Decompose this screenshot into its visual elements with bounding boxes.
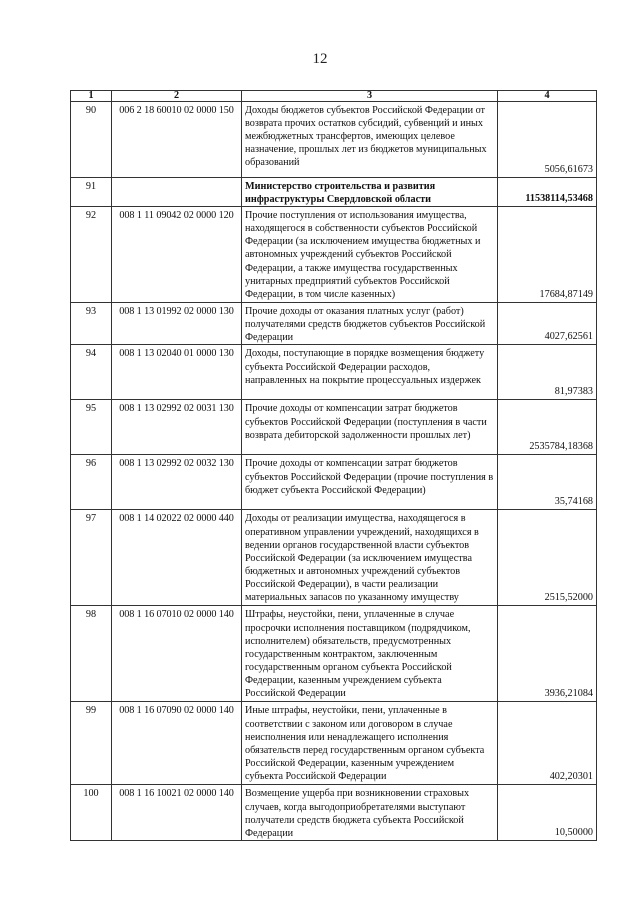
revenue-name: Иные штрафы, неустойки, пени, уплаченные в соответствии с законом или договором в случае неисполнения или ненадлежащего исполнения обязательств перед государственным органом субъекта Российской Федерации, казенным учреждением субъекта Российской Федерации: [242, 702, 498, 785]
row-number: 100: [71, 785, 112, 841]
budget-classification-code: 008 1 14 02022 02 0000 440: [112, 510, 242, 606]
row-number: 91: [71, 178, 112, 207]
budget-classification-code: 008 1 13 01992 02 0000 130: [112, 303, 242, 345]
amount: 2515,52000: [498, 510, 597, 606]
table-row: [71, 207, 597, 303]
amount: 2535784,18368: [498, 400, 597, 455]
column-header-1: 1: [71, 91, 112, 102]
row-number: 97: [71, 510, 112, 606]
budget-classification-code: 008 1 11 09042 02 0000 120: [112, 207, 242, 303]
amount: 402,20301: [498, 702, 597, 785]
revenue-name: Министерство строительства и развития инфраструктуры Свердловской области: [242, 178, 498, 207]
column-header-4: 4: [498, 91, 597, 102]
table-row: [71, 400, 597, 455]
row-number: 96: [71, 455, 112, 510]
revenue-name: Прочие доходы от компенсации затрат бюджетов субъектов Российской Федерации (прочие поступления в бюджет субъекта Российской Федерации): [242, 455, 498, 510]
table-row: [71, 102, 597, 178]
row-number: 93: [71, 303, 112, 345]
row-number: 98: [71, 606, 112, 702]
table-row: [71, 345, 597, 400]
table-row: [71, 455, 597, 510]
amount: 11538114,53468: [498, 178, 597, 207]
revenue-name: Возмещение ущерба при возникновении страховых случаев, когда выгодоприобретателями выступают получатели средств бюджета субъекта Российской Федерации: [242, 785, 498, 841]
table-row: [71, 303, 597, 345]
amount: 10,50000: [498, 785, 597, 841]
budget-revenue-table: [70, 90, 597, 841]
budget-classification-code: 008 1 13 02992 02 0031 130: [112, 400, 242, 455]
table-row: [71, 510, 597, 606]
table-row: [71, 785, 597, 841]
column-header-3: 3: [242, 91, 498, 102]
budget-classification-code: 008 1 13 02992 02 0032 130: [112, 455, 242, 510]
amount: 35,74168: [498, 455, 597, 510]
budget-classification-code: [112, 178, 242, 207]
row-number: 94: [71, 345, 112, 400]
revenue-name: Штрафы, неустойки, пени, уплаченные в случае просрочки исполнения поставщиком (подрядчиком, исполнителем) обязательств, предусмотренных государственным контрактом, заключенным государственным органом субъекта Российской Федерации, казенным учреждением субъекта Российской Федерации: [242, 606, 498, 702]
table-header-row: [71, 91, 597, 102]
revenue-name: Прочие поступления от использования имущества, находящегося в собственности субъектов Российской Федерации (за исключением имущества бюджетных и автономных учреждений субъектов Российской Федерации, а также имущества государственных унитарных предприятий субъектов Российской Федерации, в том числе казенных): [242, 207, 498, 303]
row-number: 90: [71, 102, 112, 178]
budget-classification-code: 008 1 16 10021 02 0000 140: [112, 785, 242, 841]
amount: 4027,62561: [498, 303, 597, 345]
budget-classification-code: 008 1 16 07090 02 0000 140: [112, 702, 242, 785]
revenue-name: Прочие доходы от компенсации затрат бюджетов субъектов Российской Федерации (поступления в части возврата дебиторской задолженности прошлых лет): [242, 400, 498, 455]
row-number: 92: [71, 207, 112, 303]
budget-classification-code: 008 1 13 02040 01 0000 130: [112, 345, 242, 400]
table-row: [71, 702, 597, 785]
table-row: [71, 178, 597, 207]
amount: 3936,21084: [498, 606, 597, 702]
amount: 17684,87149: [498, 207, 597, 303]
budget-classification-code: 008 1 16 07010 02 0000 140: [112, 606, 242, 702]
amount: 81,97383: [498, 345, 597, 400]
page-number: 12: [312, 51, 328, 67]
row-number: 99: [71, 702, 112, 785]
amount: 5056,61673: [498, 102, 597, 178]
row-number: 95: [71, 400, 112, 455]
revenue-name: Доходы бюджетов субъектов Российской Федерации от возврата прочих остатков субсидий, субвенций и иных межбюджетных трансфертов, имеющих целевое назначение, прошлых лет из бюджетов муниципальных образований: [242, 102, 498, 178]
revenue-name: Доходы, поступающие в порядке возмещения бюджету субъекта Российской Федерации расходов, направленных на покрытие процессуальных издержек: [242, 345, 498, 400]
budget-classification-code: 006 2 18 60010 02 0000 150: [112, 102, 242, 178]
revenue-name: Прочие доходы от оказания платных услуг (работ) получателями средств бюджетов субъектов Российской Федерации: [242, 303, 498, 345]
revenue-name: Доходы от реализации имущества, находящегося в оперативном управлении учреждений, находящихся в ведении органов государственной власти субъектов Российской Федерации (за исключением имущества бюджетных и автономных учреждений субъектов Российской Федерации), в части реализации материальных запасов по указанному имуществу: [242, 510, 498, 606]
table-row: [71, 606, 597, 702]
column-header-2: 2: [112, 91, 242, 102]
